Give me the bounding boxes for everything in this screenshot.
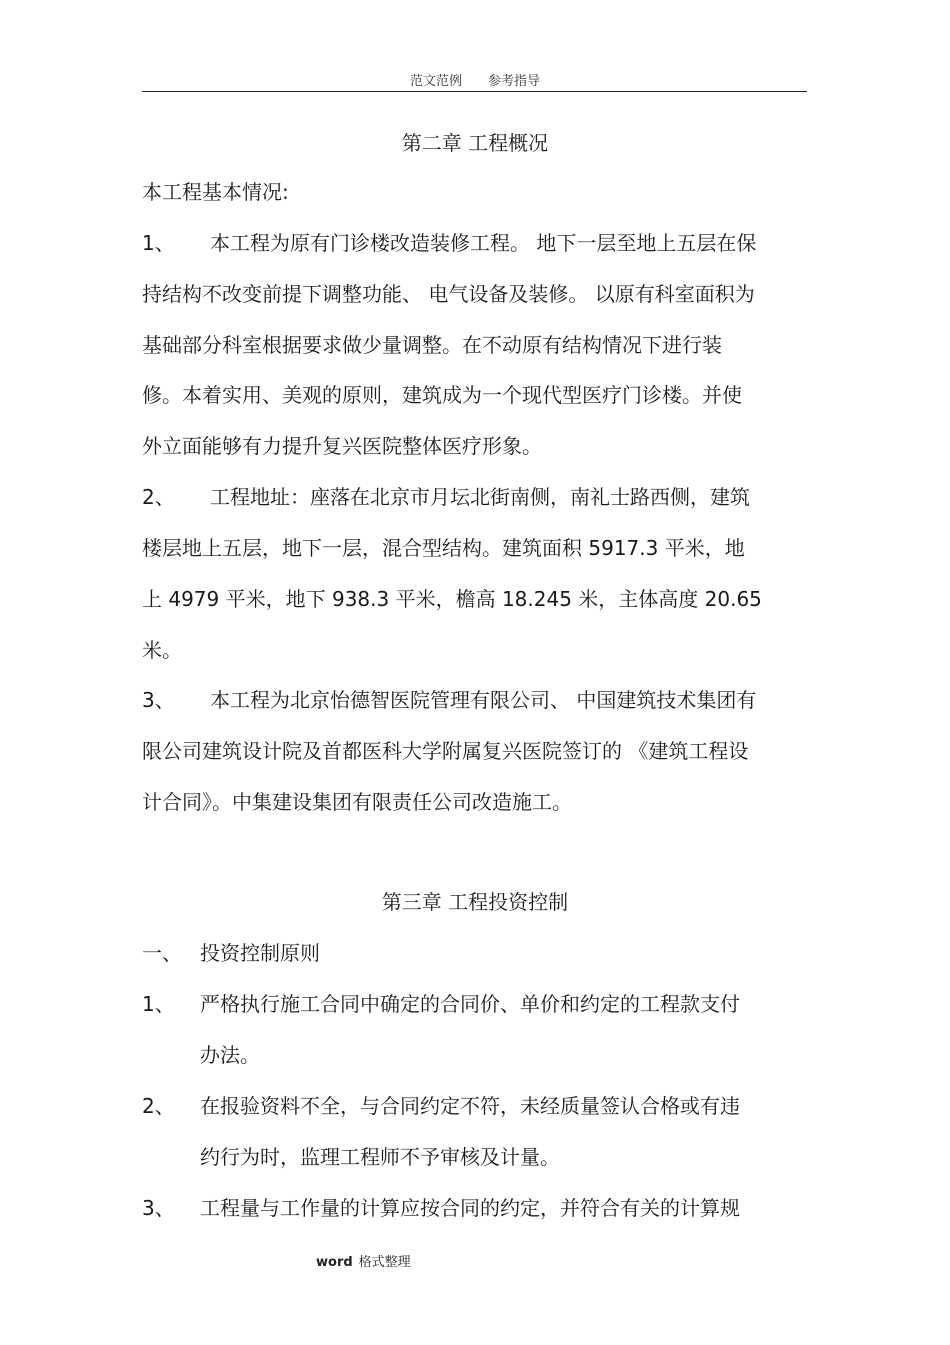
c3-item1-text: 严格执行施工合同中确定的合同价、单价和约定的工程款支付	[200, 992, 740, 1016]
footer-bold: word	[316, 1255, 353, 1270]
item1-line1	[142, 229, 756, 257]
chapter2-title: 第二章 工程概况	[401, 131, 549, 155]
chapter2-intro: 本工程基本情况:	[142, 180, 289, 204]
page-header	[0, 70, 950, 89]
c3-item2-line2: 约行为时，监理工程师不予审核及计量。	[200, 1145, 560, 1169]
item3-line3: 计合同》。中集建设集团有限责任公司改造施工。	[142, 790, 572, 814]
item1-line2: 持结构不改变前提下调整功能、 电气设备及装修。 以原有科室面积为	[142, 282, 755, 306]
header-rule	[142, 91, 807, 92]
c3-item3-line1	[142, 1194, 740, 1222]
c3-item2-text: 在报验资料不全，与合同约定不符，未经质量签认合格或有违	[200, 1094, 740, 1118]
page-footer	[316, 1251, 411, 1270]
c3-item2-num: 2、	[142, 1094, 175, 1118]
item2-line3: 上 4979 平米，地下 938.3 平米，檐高 18.245 米，主体高度 20.65	[142, 587, 762, 611]
item1-line4: 修。本着实用、美观的原则，建筑成为一个现代型医疗门诊楼。并使	[142, 383, 742, 407]
item3-line2: 限公司建筑设计院及首都医科大学附属复兴医院签订的 《建筑工程设	[142, 739, 749, 763]
item1-line3: 基础部分科室根据要求做少量调整。在不动原有结构情况下进行装	[142, 333, 722, 357]
header-left-text: 范文范例	[409, 74, 462, 89]
section1-heading	[142, 939, 320, 967]
item1-text: 本工程为原有门诊楼改造装修工程。 地下一层至地上五层在保	[210, 231, 757, 255]
c3-item3-num: 3、	[142, 1196, 175, 1220]
chapter3-title: 第三章 工程投资控制	[381, 890, 569, 914]
footer-text: 格式整理	[358, 1255, 411, 1270]
section1-num: 一、	[142, 941, 182, 965]
item2-num: 2、	[142, 485, 175, 509]
item3-line1	[142, 686, 756, 714]
header-right-text: 参考指导	[488, 74, 541, 89]
item3-num: 3、	[142, 688, 175, 712]
item2-line4: 米。	[142, 638, 182, 662]
section1-text: 投资控制原则	[200, 941, 320, 965]
c3-item2-line1	[142, 1092, 740, 1120]
item2-line1	[142, 483, 750, 511]
c3-item1-line2: 办法。	[200, 1043, 260, 1067]
c3-item1-num: 1、	[142, 992, 175, 1016]
item2-text: 工程地址：座落在北京市月坛北街南侧，南礼士路西侧，建筑	[210, 485, 750, 509]
item1-line5: 外立面能够有力提升复兴医院整体医疗形象。	[142, 434, 542, 458]
item1-num: 1、	[142, 231, 175, 255]
c3-item3-text: 工程量与工作量的计算应按合同的约定，并符合有关的计算规	[200, 1196, 740, 1220]
item2-line2: 楼层地上五层，地下一层，混合型结构。建筑面积 5917.3 平米，地	[142, 536, 745, 560]
item3-text: 本工程为北京怡德智医院管理有限公司、 中国建筑技术集团有	[210, 688, 757, 712]
c3-item1-line1	[142, 990, 740, 1018]
